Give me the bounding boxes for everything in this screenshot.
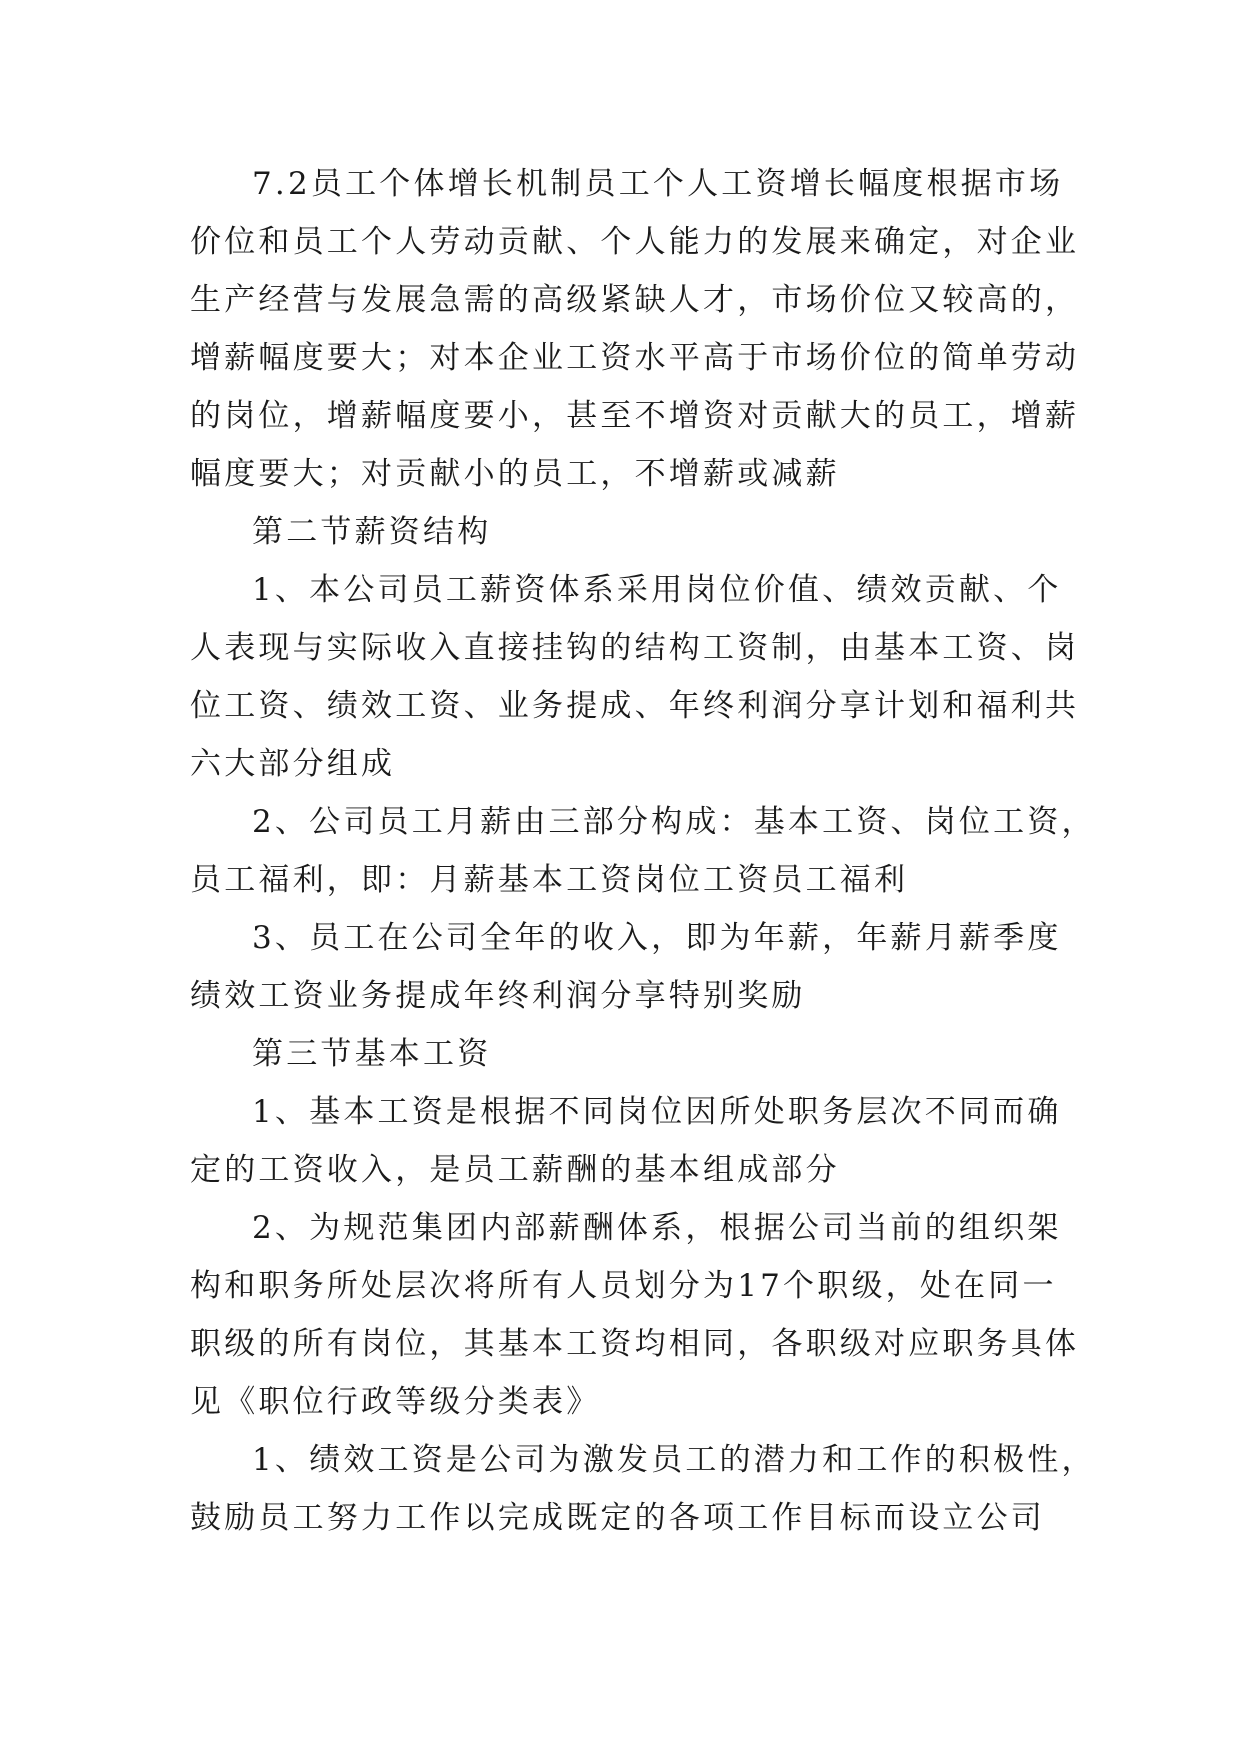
paragraph-line: 7.2员工个体增长机制员工个人工资增长幅度根据市场 xyxy=(252,166,1064,202)
paragraph-line: 3、员工在公司全年的收入，即为年薪，年薪月薪季度 xyxy=(252,920,1062,956)
section-heading: 第二节薪资结构 xyxy=(252,514,492,550)
paragraph-line: 人表现与实际收入直接挂钩的结构工资制，由基本工资、岗 xyxy=(190,630,1080,666)
paragraph-line: 1、基本工资是根据不同岗位因所处职务层次不同而确 xyxy=(252,1094,1062,1130)
paragraph-line: 职级的所有岗位，其基本工资均相同，各职级对应职务具体 xyxy=(190,1326,1080,1362)
paragraph-line: 位工资、绩效工资、业务提成、年终利润分享计划和福利共 xyxy=(190,688,1080,724)
paragraph-line: 幅度要大；对贡献小的员工，不增薪或减薪 xyxy=(190,456,840,492)
paragraph-line: 员工福利，即：月薪基本工资岗位工资员工福利 xyxy=(190,862,909,898)
document-body xyxy=(190,155,1096,1547)
paragraph-line: 六大部分组成 xyxy=(190,746,396,782)
paragraph-line: 增薪幅度要大；对本企业工资水平高于市场价位的简单劳动 xyxy=(190,340,1080,376)
paragraph-line: 价位和员工个人劳动贡献、个人能力的发展来确定，对企业 xyxy=(190,224,1080,260)
paragraph-line: 绩效工资业务提成年终利润分享特别奖励 xyxy=(190,978,806,1014)
paragraph-line: 构和职务所处层次将所有人员划分为17个职级，处在同一 xyxy=(190,1268,1057,1304)
paragraph-line: 1、绩效工资是公司为激发员工的潜力和工作的积极性， xyxy=(252,1442,1096,1478)
paragraph-line: 2、为规范集团内部薪酬体系，根据公司当前的组织架 xyxy=(252,1210,1062,1246)
paragraph-line: 见《职位行政等级分类表》 xyxy=(190,1384,601,1420)
paragraph-line: 生产经营与发展急需的高级紧缺人才，市场价位又较高的， xyxy=(190,282,1080,318)
paragraph-line: 的岗位，增薪幅度要小，甚至不增资对贡献大的员工，增薪 xyxy=(190,398,1080,434)
paragraph-line: 鼓励员工努力工作以完成既定的各项工作目标而设立公司 xyxy=(190,1500,1045,1536)
section-heading: 第三节基本工资 xyxy=(252,1036,492,1072)
paragraph-line: 2、公司员工月薪由三部分构成：基本工资、岗位工资， xyxy=(252,804,1096,840)
paragraph-line: 1、本公司员工薪资体系采用岗位价值、绩效贡献、个 xyxy=(252,572,1062,608)
paragraph-line: 定的工资收入，是员工薪酬的基本组成部分 xyxy=(190,1152,840,1188)
